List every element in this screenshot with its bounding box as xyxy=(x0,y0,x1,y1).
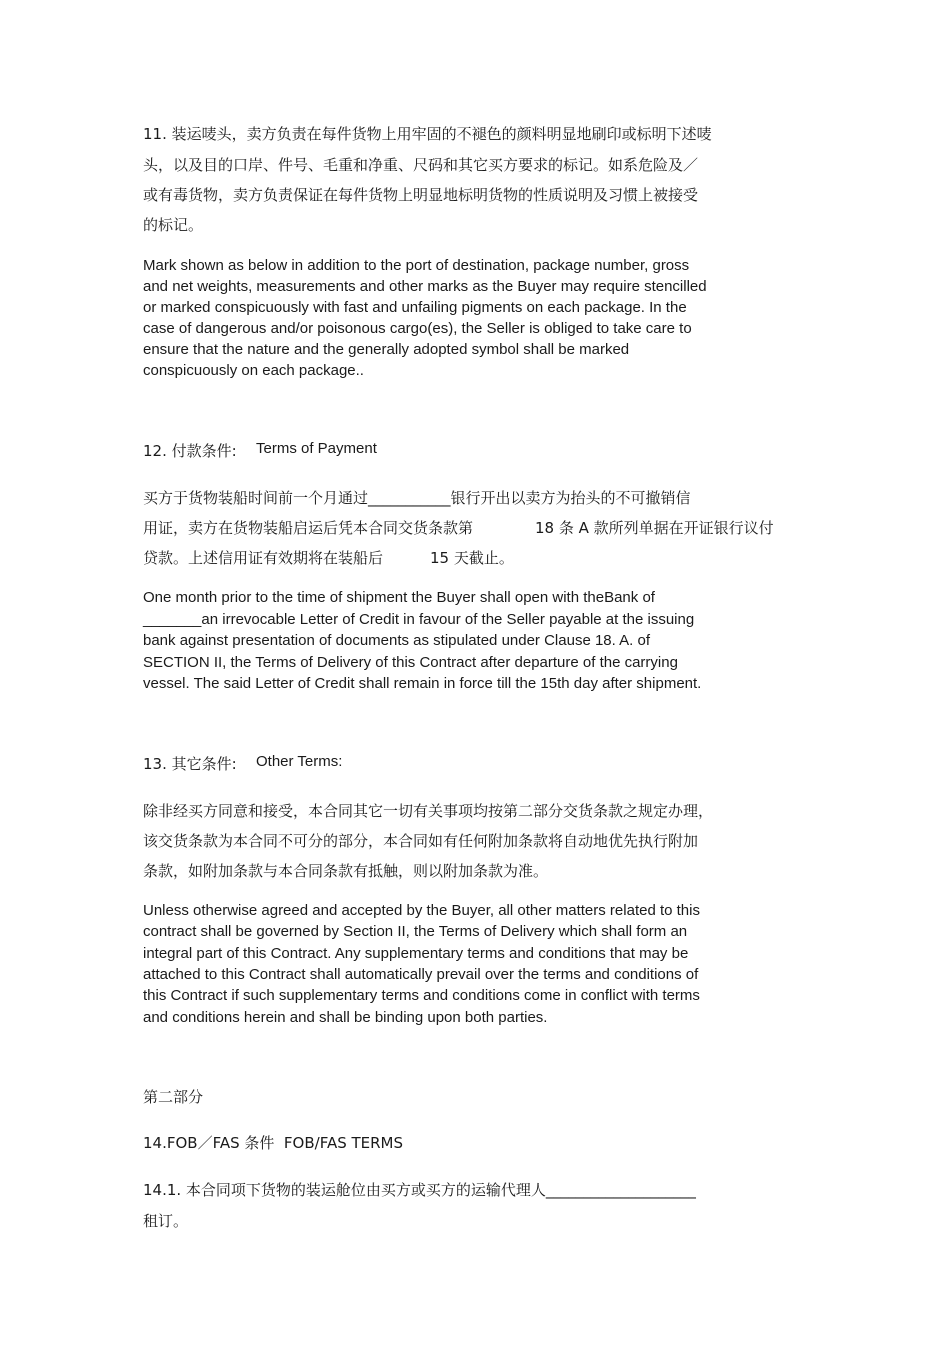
s13-en-line: and conditions herein and shall be binding upon both parties. xyxy=(143,1009,548,1026)
s12-en-line: SECTION II, the Terms of Delivery of this Contract after departure of the carrying xyxy=(143,654,678,671)
s13-heading-cn: 13. 其它条件: xyxy=(143,755,237,773)
s12-cn-line: 18 条 A 款所列单据在开证银行议付 xyxy=(535,519,774,537)
s12-heading-cn: 12. 付款条件: xyxy=(143,442,237,460)
s13-en-line: attached to this Contract shall automatically prevail over the terms and conditions of xyxy=(143,966,699,983)
s11-en-line: conspicuously on each package.. xyxy=(143,362,364,379)
s11-cn-line: 头，以及目的口岸、件号、毛重和净重、尺码和其它买方要求的标记。如系危险及／ xyxy=(143,156,699,174)
s13-cn-line: 该交货条款为本合同不可分的部分，本合同如有任何附加条款将自动地优先执行附加 xyxy=(143,832,699,850)
s11-en-line: ensure that the nature and the generally adopted symbol shall be marked xyxy=(143,341,630,358)
s12-cn-line: 用证，卖方在货物装船启运后凭本合同交货条款第 xyxy=(143,519,474,537)
s11-en-line: Mark shown as below in addition to the port of destination, package number, gross xyxy=(143,257,690,274)
s11-cn-line: 11. 装运唛头，卖方负责在每件货物上用牢固的不褪色的颜料明显地刷印或标明下述唛 xyxy=(143,125,712,143)
s14-1-line: 14.1. 本合同项下货物的装运舱位由买方或买方的运输代理人____________________ xyxy=(143,1181,696,1199)
s12-en-line: One month prior to the time of shipment the Buyer shall open with theBank of xyxy=(143,589,655,606)
s13-cn-line: 除非经买方同意和接受，本合同其它一切有关事项均按第二部分交货条款之规定办理， xyxy=(143,802,714,820)
s13-en-line: contract shall be governed by Section II, the Terms of Delivery which shall form an xyxy=(143,923,688,940)
s14-heading: 14.FOB／FAS 条件 FOB/FAS TERMS xyxy=(143,1134,404,1152)
s13-heading-en: Other Terms: xyxy=(256,753,343,770)
s13-cn-line: 条款，如附加条款与本合同条款有抵触，则以附加条款为准。 xyxy=(143,862,549,880)
s13-en-line: Unless otherwise agreed and accepted by the Buyer, all other matters related to this xyxy=(143,902,700,919)
s12-heading-en: Terms of Payment xyxy=(256,440,377,457)
s13-en-line: this Contract if such supplementary terms and conditions come in conflict with terms xyxy=(143,987,700,1004)
s11-en-line: case of dangerous and/or poisonous cargo(es), the Seller is obliged to take care to xyxy=(143,320,692,337)
s11-en-line: or marked conspicuously with fast and unfailing pigments on each package. In the xyxy=(143,299,687,316)
s11-cn-line: 或有毒货物，卖方负责保证在每件货物上明显地标明货物的性质说明及习惯上被接受 xyxy=(143,186,699,204)
s11-en-line: and net weights, measurements and other marks as the Buyer may require stencilled xyxy=(143,278,707,295)
s14-1-line: 租订。 xyxy=(143,1212,189,1230)
s11-cn-line: 的标记。 xyxy=(143,216,204,234)
s12-en-line: _______an irrevocable Letter of Credit in favour of the Seller payable at the issuing xyxy=(143,611,695,628)
s12-cn-line: 贷款。上述信用证有效期将在装船后 xyxy=(143,549,384,567)
s12-cn-line: 买方于货物装船时间前一个月通过___________银行开出以卖方为抬头的不可撤销信 xyxy=(143,489,691,507)
s12-cn-line: 15 天截止。 xyxy=(430,549,514,567)
s12-en-line: vessel. The said Letter of Credit shall remain in force till the 15th day after shipment. xyxy=(143,675,702,692)
s13-en-line: integral part of this Contract. Any supplementary terms and conditions that may be xyxy=(143,945,689,962)
part2-title: 第二部分 xyxy=(143,1088,204,1106)
s12-en-line: bank against presentation of documents as stipulated under Clause 18. A. of xyxy=(143,632,650,649)
